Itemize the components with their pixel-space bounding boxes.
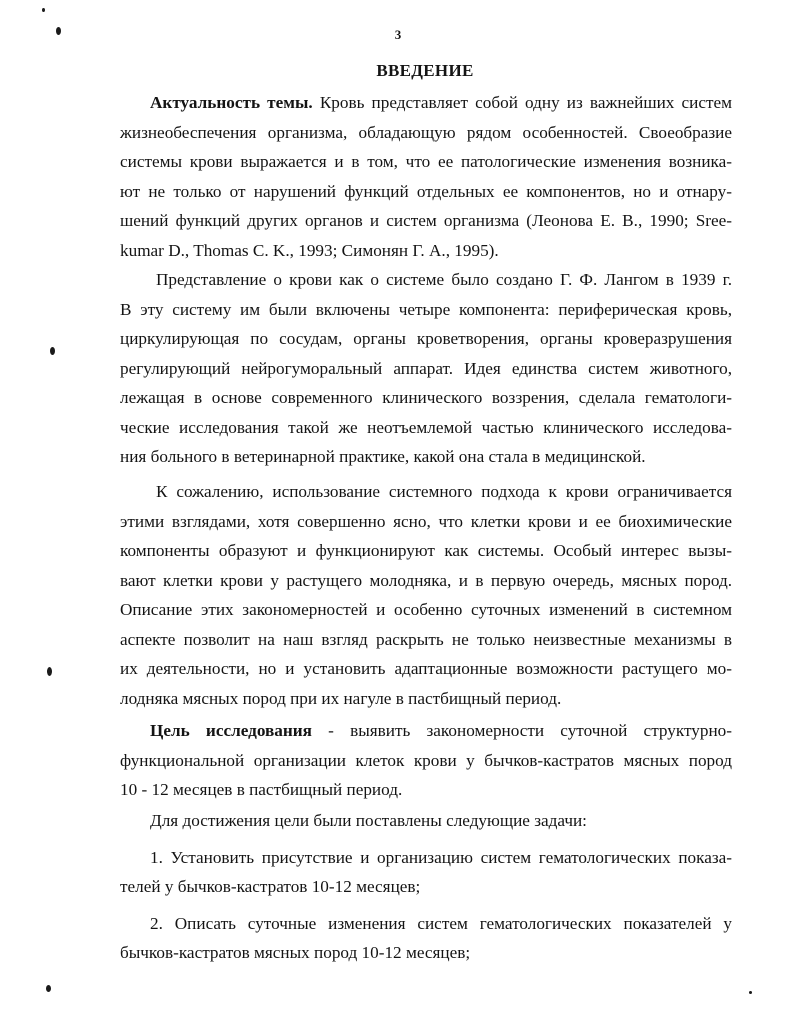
task-item: 1. Установить присутствие и организацию систем гематологических показа- [150, 847, 732, 867]
scan-mark [46, 985, 51, 992]
text-line: их деятельности, но и установить адаптационные возможности растущего мо- [120, 659, 732, 678]
scan-mark [47, 667, 52, 676]
text-line: Для достижения цели были поставлены следующие задачи: [150, 811, 587, 830]
text-line: аспекте позволит на наш взгляд раскрыть не только неизвестные механизмы в [120, 629, 732, 649]
text-line: К сожалению, использование системного подхода к крови ограничивается [156, 482, 732, 501]
paragraph-systems-approach [120, 477, 732, 713]
paragraph-goal [120, 716, 732, 805]
text-line: системы крови выражается и в том, что ее патологические изменения возника- [120, 152, 732, 171]
text-line: бычков-кастратов мясных пород 10-12 месяцев; [120, 943, 471, 962]
page-number: 3 [394, 27, 402, 42]
text-line: телей у бычков-кастратов 10-12 месяцев; [120, 877, 421, 896]
text-line: ческие исследования такой же неотъемлемой частью клинического исследова- [120, 417, 732, 437]
text-line: kumar D., Thomas С. K., 1993; Симонян Г. А., 1995). [120, 240, 499, 260]
text-line: функциональной организации клеток крови у бычков-кастратов мясных пород [120, 750, 732, 770]
text-line: компоненты образуют и функционируют как системы. Особый интерес вызы- [120, 541, 732, 560]
page-heading: ВВЕДЕНИЕ [376, 61, 474, 80]
text-line: этими взглядами, хотя совершенно ясно, что клетки крови и ее биохимические [120, 511, 732, 531]
text-line: жизнеобеспечения организма, обладающую рядом особенностей. Своеобразие [120, 122, 732, 142]
paragraph-tasks [120, 806, 732, 968]
text-line: В эту систему им были включены четыре компонента: периферическая кровь, [120, 299, 732, 319]
text-line: ют не только от нарушений функций отдельных ее компонентов, но и отнару- [120, 181, 732, 201]
scan-mark [42, 8, 45, 12]
text-line: Описание этих закономерностей и особенно суточных изменений в системном [120, 600, 732, 619]
text-line: регулирующий нейрогуморальный аппарат. Идея единства систем животного, [120, 358, 732, 378]
scan-mark [50, 347, 55, 355]
text-line: 10 - 12 месяцев в пастбищный период. [120, 780, 403, 799]
text-line: циркулирующая по сосудам, органы кроветворения, органы кроверазрушения [120, 329, 732, 348]
text-line: лежащая в основе современного клинического воззрения, сделала гематологи- [120, 388, 732, 407]
text-line: Цель исследования - выявить закономерности суточной структурно- [150, 721, 732, 740]
lead-term: Актуальность темы. [150, 93, 313, 112]
text-line: Актуальность темы. Кровь представляет собой одну из важнейших систем [150, 93, 732, 112]
text-line: Представление о крови как о системе было создано Г. Ф. Лангом в 1939 г. [156, 270, 732, 289]
paragraph-concept [120, 265, 732, 472]
paragraph-relevance [120, 88, 732, 265]
text-line: шений функций других органов и систем организма (Леонова Е. В., 1990; Sree- [120, 211, 732, 230]
task-item: 2. Описать суточные изменения систем гематологических показателей у [150, 913, 732, 933]
scan-mark [749, 991, 752, 994]
text-line: лодняка мясных пород при их нагуле в пастбищный период. [120, 688, 562, 708]
text-line: ния больного в ветеринарной практике, какой она стала в медицинской. [120, 447, 646, 466]
lead-term: Цель исследования [150, 721, 312, 740]
text-line: вают клетки крови у растущего молодняка, и в первую очередь, мясных пород. [120, 570, 732, 590]
